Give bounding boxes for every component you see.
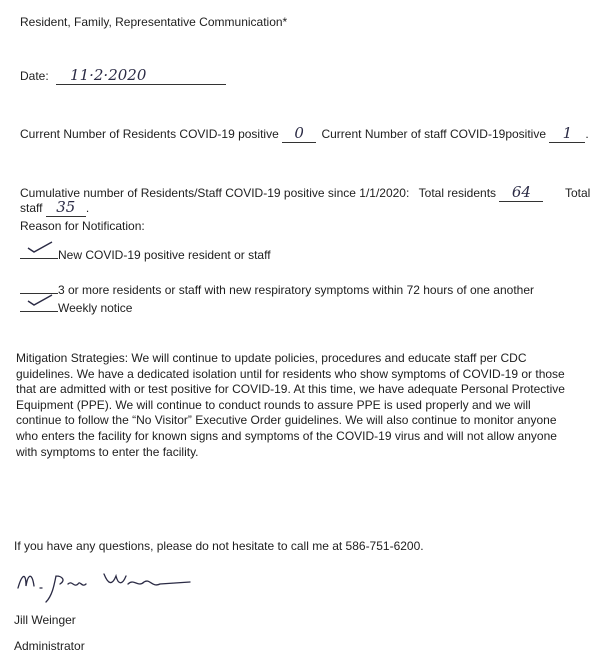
cumulative-residents-label: Total residents	[418, 186, 497, 200]
cumulative-row	[20, 183, 543, 202]
current-staff-label: Current Number of staff COVID-19positive	[321, 127, 546, 141]
reason-option-3-checkbox[interactable]	[20, 299, 58, 312]
signer-title: Administrator	[14, 639, 85, 653]
signer-name: Jill Weinger	[14, 613, 76, 627]
mitigation-line: guidelines. We have a dedicated isolation until for residents who show symptoms of COVID-19 or those	[16, 366, 565, 381]
cumulative-staff-row: staff 35 .	[20, 198, 90, 216]
mitigation-line: Mitigation Strategies: We will continue to update policies, procedures and educate staff per CDC	[16, 351, 527, 365]
checkmark-icon	[26, 240, 54, 254]
reason-option-2-label: 3 or more residents or staff with new respiratory symptoms within 72 hours of one another	[58, 283, 534, 297]
reason-option-3-label: Weekly notice	[58, 301, 133, 315]
mitigation-line: with symptoms to enter the facility.	[16, 444, 199, 459]
handwritten-signature	[12, 566, 202, 609]
reason-option-1-checkbox[interactable]	[20, 246, 58, 259]
mitigation-line: continue to follow the “No Visitor” Executive Order guidelines. We will also continue to monitor anyone	[16, 413, 557, 428]
cumulative-staff-label-part2: staff	[20, 201, 43, 215]
checkmark-icon	[26, 293, 54, 307]
current-residents-label: Current Number of Residents COVID-19 positive	[20, 127, 279, 141]
current-counts-row: Current Number of Residents COVID-19 positive 0 Current Number of staff COVID-19positive 1 .	[20, 124, 589, 142]
mitigation-line: who enters the facility for known signs and symptoms of the COVID-19 virus and will not allow anyone	[16, 428, 557, 443]
reason-option-1	[20, 246, 271, 262]
date-row	[20, 66, 226, 85]
date-value: 11·2·2020	[56, 66, 226, 85]
reason-option-2	[20, 281, 534, 297]
document-title: Resident, Family, Representative Communication*	[20, 15, 288, 29]
current-residents-value: 0	[282, 124, 316, 143]
mitigation-line: that are admitted with or test positive for COVID-19. At this time, we have adequate Personal Protective	[16, 382, 565, 397]
reason-option-1-label: New COVID-19 positive resident or staff	[58, 248, 271, 262]
reason-heading: Reason for Notification:	[20, 219, 145, 233]
closing-contact-text: If you have any questions, please do not hesitate to call me at 586-751-6200.	[14, 539, 424, 553]
mitigation-line: Equipment (PPE). We will continue to conduct rounds to assure PPE is used properly and we will	[16, 397, 531, 412]
date-label: Date:	[20, 69, 49, 83]
current-staff-value: 1	[549, 124, 585, 143]
mitigation-paragraph	[16, 351, 598, 460]
cumulative-staff-value: 35	[46, 198, 86, 217]
cumulative-residents-value: 64	[499, 183, 543, 202]
cumulative-staff-label-part1: Total	[565, 186, 591, 200]
reason-option-3	[20, 299, 132, 315]
signature-image	[12, 566, 202, 606]
cumulative-label: Cumulative number of Residents/Staff COVID-19 positive since 1/1/2020:	[20, 186, 410, 200]
